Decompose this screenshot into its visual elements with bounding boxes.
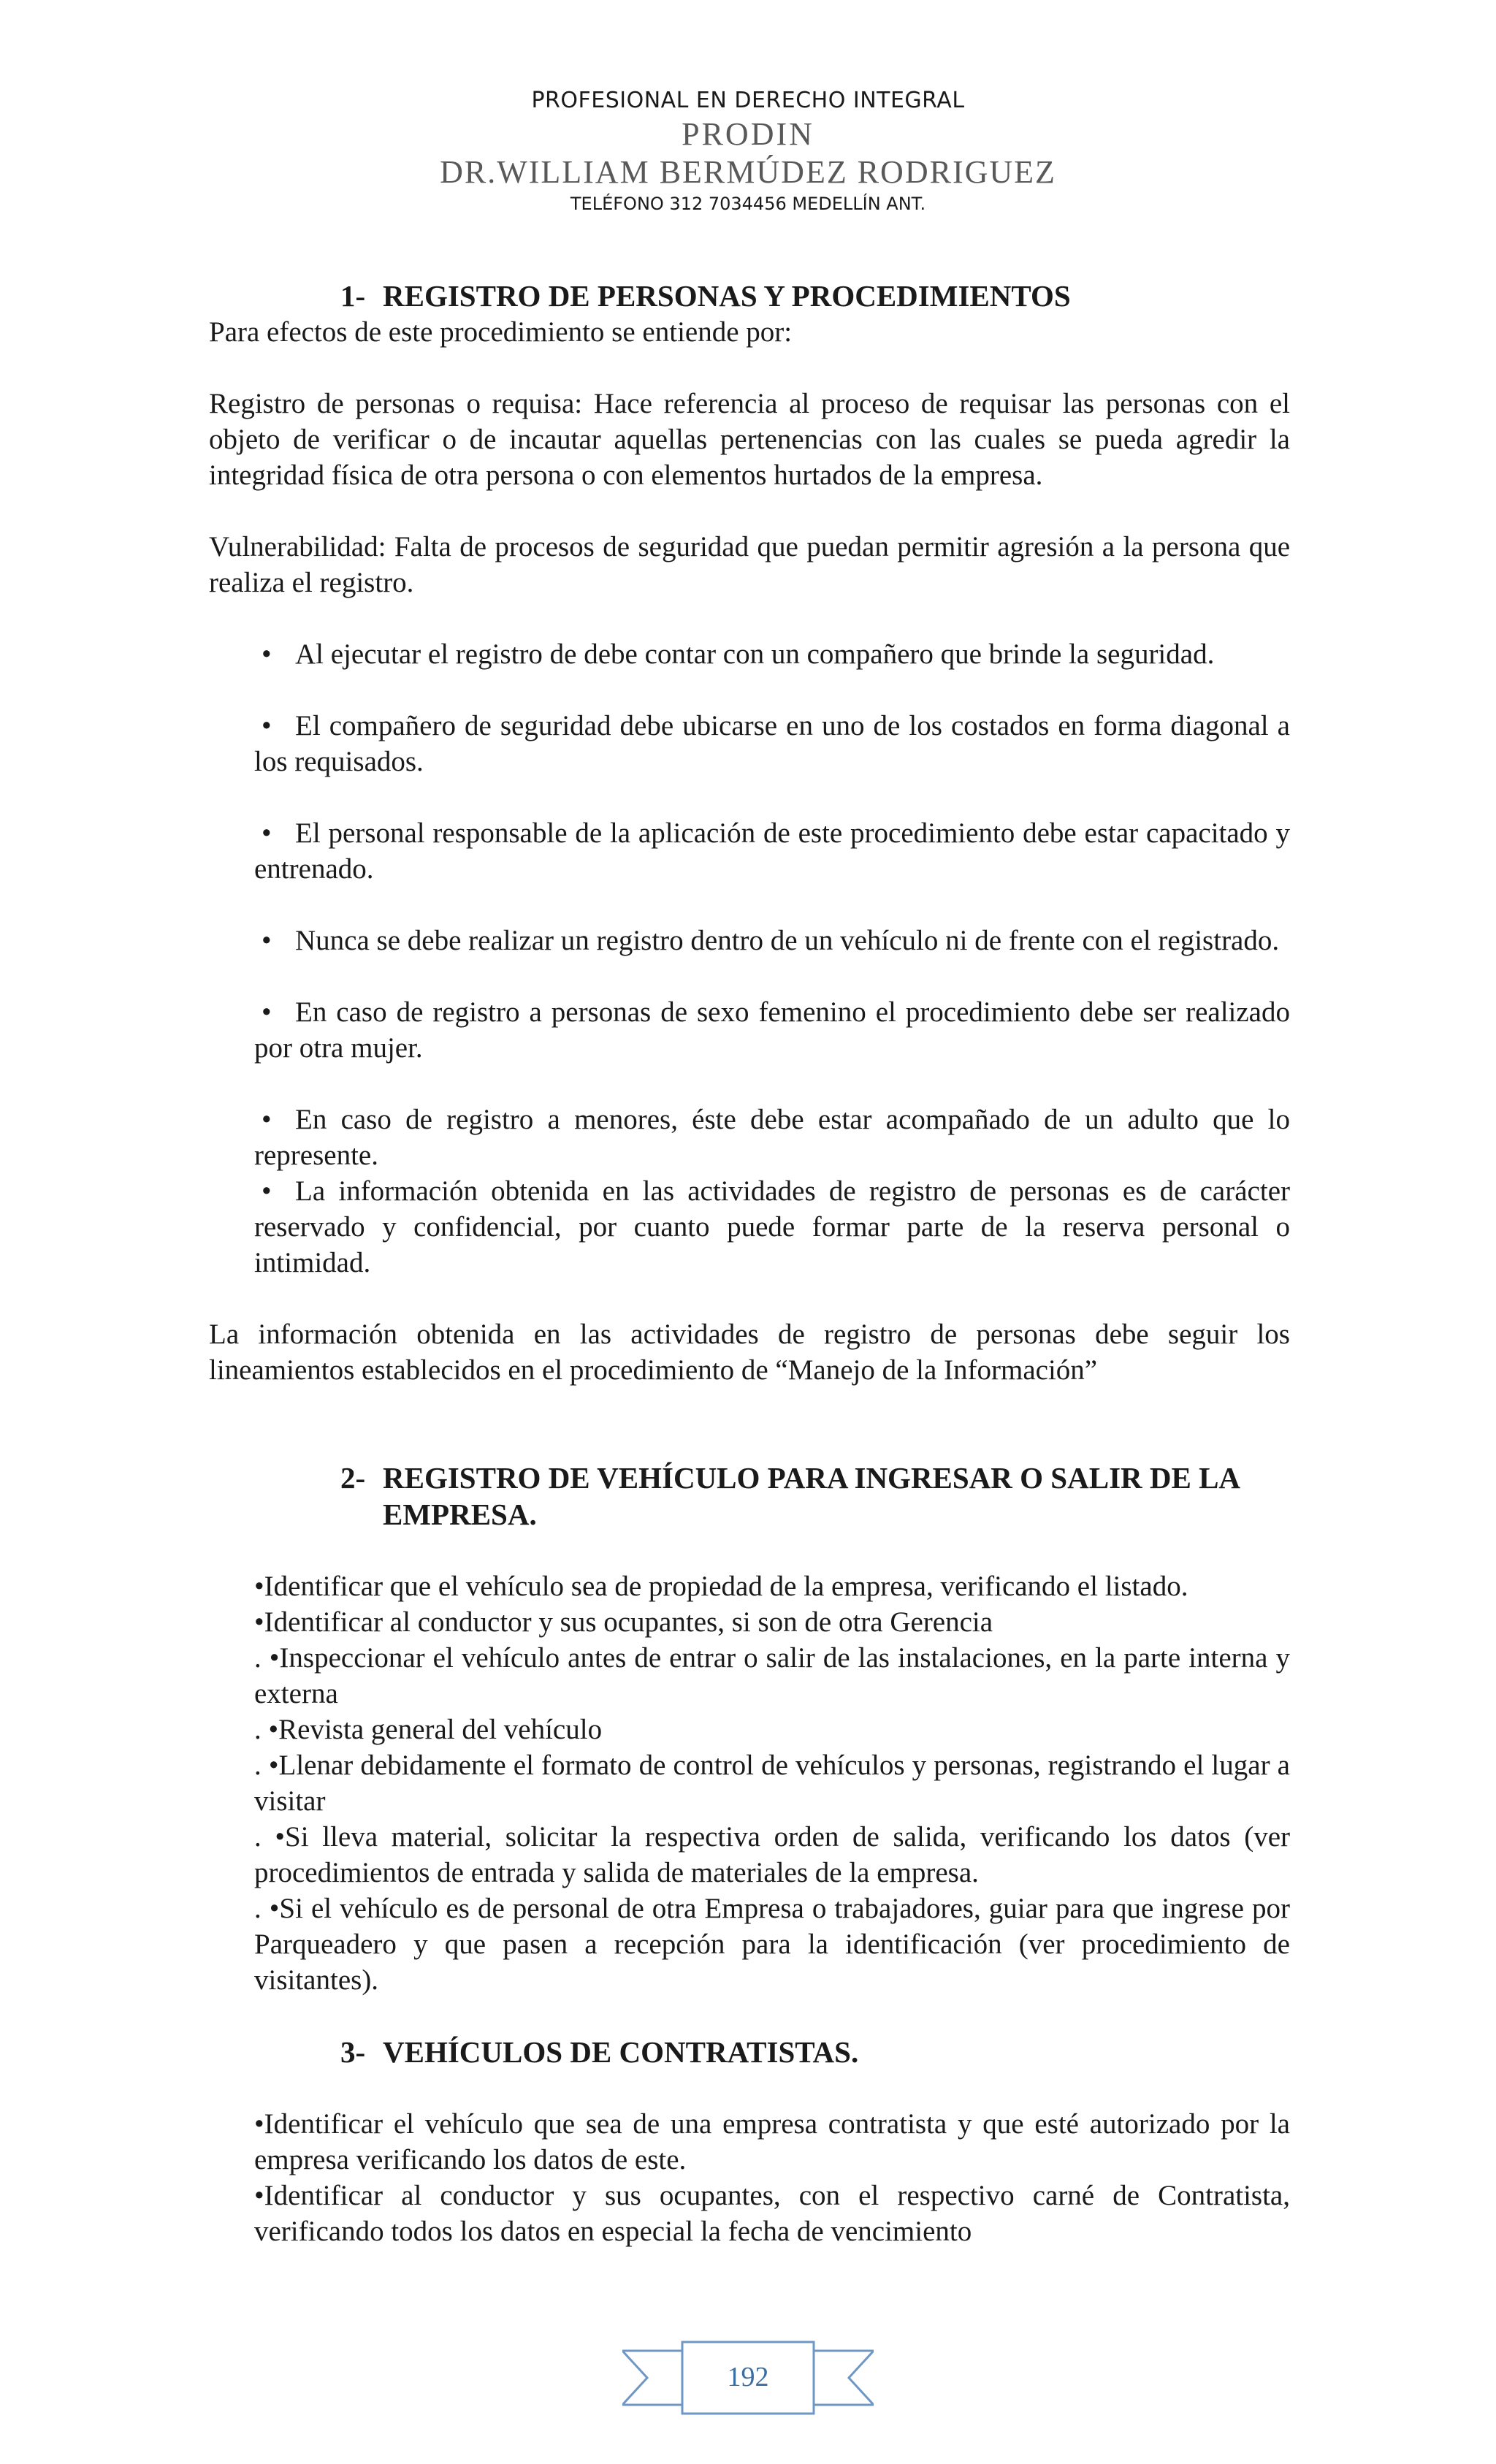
section-1-heading: [209, 278, 1290, 314]
section-3-number: 3-: [340, 2035, 366, 2069]
list-item: •Identificar el vehículo que sea de una empresa contratista y que esté autorizado por la empresa verificando los datos de este.: [254, 2108, 1290, 2175]
letterhead-phone: TELÉFONO 312 7034456 MEDELLÍN ANT.: [570, 194, 926, 214]
definition-registro: Registro de personas o requisa: Hace referencia al proceso de requisar las personas con el objeto de verificar o de incautar aquellas pertenencias con las cuales se pueda agredir la integridad física de otra persona o con elementos hurtados de la empresa.: [209, 388, 1290, 491]
list-item: •Identificar al conductor y sus ocupantes, con el respectivo carné de Contratista, verificando todos los datos en especial la fecha de vencimiento: [254, 2180, 1290, 2247]
letterhead-brand: PRODIN: [682, 116, 814, 152]
definition-vulnerabilidad: Vulnerabilidad: Falta de procesos de seguridad que puedan permitir agresión a la persona que realiza el registro.: [209, 531, 1290, 598]
list-item: • En caso de registro a personas de sexo femenino el procedimiento debe ser realizado por otra mujer.: [254, 994, 1290, 1066]
list-item: • El personal responsable de la aplicación de este procedimiento debe estar capacitado y entrenado.: [254, 815, 1290, 887]
section-1-bullet-list: [209, 636, 1290, 1281]
bullet-dot: •: [262, 996, 272, 1028]
section-3-title: VEHÍCULOS DE CONTRATISTAS.: [383, 2035, 859, 2069]
section-3-list: [209, 2106, 1290, 2249]
bullet-dot: •: [262, 710, 272, 741]
section-1-number: 1-: [340, 279, 366, 313]
section-2-number: 2-: [340, 1461, 366, 1495]
list-item: . •Si el vehículo es de personal de otra Empresa o trabajadores, guiar para que ingrese por Parqueadero y que pasen a recepción para la identificación (ver procedimiento de visitantes).: [254, 1893, 1290, 1996]
letterhead-profession: PROFESIONAL EN DERECHO INTEGRAL: [531, 88, 965, 113]
bullet-dot: •: [262, 925, 272, 956]
page-number-badge: [622, 2338, 874, 2418]
list-item: • En caso de registro a menores, éste debe estar acompañado de un adulto que lo represente.: [254, 1102, 1290, 1173]
list-item: • El compañero de seguridad debe ubicarse en uno de los costados en forma diagonal a los requisados.: [254, 708, 1290, 779]
list-item: . •Si lleva material, solicitar la respectiva orden de salida, verificando los datos (ver procedimientos de entrada y salida de materiales de la empresa.: [254, 1821, 1290, 1888]
list-item: • La información obtenida en las actividades de registro de personas es de carácter reservado y confidencial, por cuanto puede formar parte de la reserva personal o intimidad.: [254, 1173, 1290, 1281]
bullet-dot: •: [262, 638, 272, 670]
letterhead-name: DR.WILLIAM BERMÚDEZ RODRIGUEZ: [440, 154, 1056, 190]
list-item: •Identificar al conductor y sus ocupantes, si son de otra Gerencia: [254, 1606, 993, 1638]
letterhead: [0, 86, 1496, 216]
list-item: . •Llenar debidamente el formato de control de vehículos y personas, registrando el lugar a visitar: [254, 1750, 1290, 1817]
list-item: . •Revista general del vehículo: [254, 1714, 603, 1745]
section-2-heading: [209, 1460, 1290, 1533]
bullet-dot: •: [262, 817, 272, 849]
section-1-title: REGISTRO DE PERSONAS Y PROCEDIMIENTOS: [383, 279, 1071, 313]
page-number: 192: [727, 2362, 769, 2392]
list-item: •Identificar que el vehículo sea de propiedad de la empresa, verificando el listado.: [254, 1571, 1188, 1602]
list-item: • Al ejecutar el registro de debe contar con un compañero que brinde la seguridad.: [254, 636, 1290, 672]
list-item: . •Inspeccionar el vehículo antes de entrar o salir de las instalaciones, en la parte interna y externa: [254, 1642, 1290, 1709]
section-1-intro: Para efectos de este procedimiento se entiende por:: [209, 316, 793, 348]
bullet-dot: •: [262, 1175, 272, 1207]
bullet-dot: •: [262, 1104, 272, 1135]
section-3-heading: [209, 2034, 1290, 2070]
section-2-list: [209, 1568, 1290, 1998]
section-2-title-line-2: EMPRESA.: [383, 1498, 537, 1531]
section-1-closing: La información obtenida en las actividades de registro de personas debe seguir los lineamientos establecidos en el procedimiento de “Manejo de la Información”: [209, 1319, 1290, 1386]
list-item: • Nunca se debe realizar un registro dentro de un vehículo ni de frente con el registrado.: [254, 923, 1290, 958]
document-body: [209, 278, 1290, 2249]
section-2-title-line-1: REGISTRO DE VEHÍCULO PARA INGRESAR O SALIR DE LA: [383, 1461, 1241, 1495]
